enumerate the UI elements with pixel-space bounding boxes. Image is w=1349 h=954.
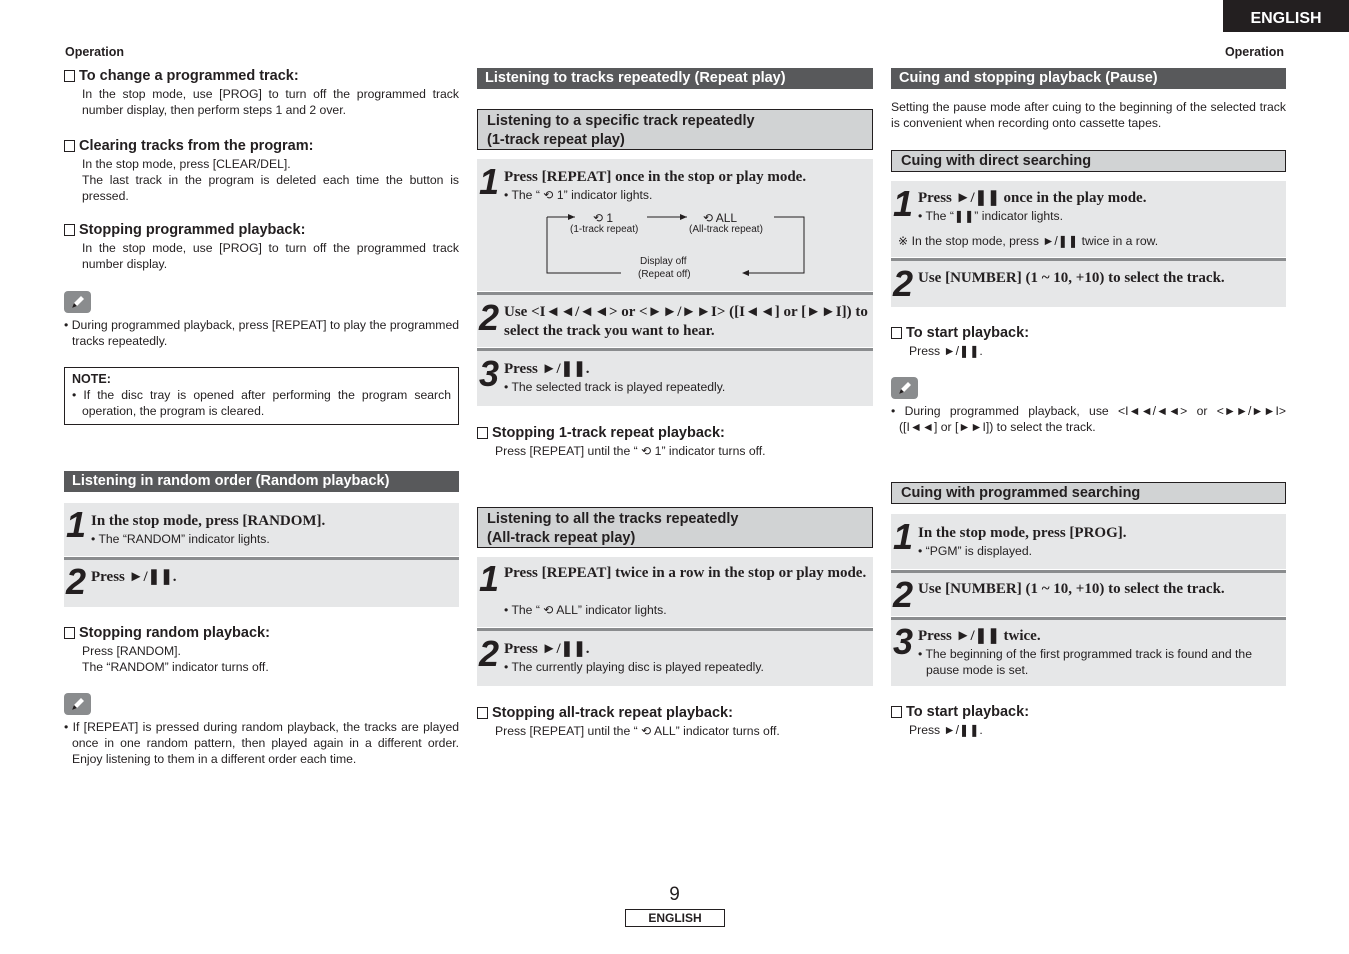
repeat-icon: ⟲ — [703, 211, 714, 225]
repeat-all-indicator: ⟲ ALL — [703, 211, 738, 225]
step-text: Press [REPEAT] once in the stop or play mode. — [504, 169, 807, 185]
step-subtext: • The “ ⟲ ALL” indicator lights. — [504, 603, 667, 617]
checkbox-bullet-icon — [64, 70, 75, 82]
step-subtext: • The selected track is played repeatedly. — [504, 380, 726, 394]
section-header-right: Operation — [1224, 45, 1284, 59]
paragraph: In the stop mode, use [PROG] to turn off the programmed track number display. — [82, 241, 459, 271]
subheading-box-alltrack — [477, 507, 873, 548]
subsection-title: Stopping random playback: — [79, 625, 270, 641]
subsection-title: To change a programmed track: — [79, 68, 299, 84]
paragraph: Press [RANDOM]. — [82, 644, 181, 658]
note-bullet: • If the disc tray is opened after performing the program search operation, the program is cleared. — [72, 388, 451, 418]
tip-text: During programmed playback, use <I◄◄/◄◄> or <►►/►►I> ([I◄◄] or [►►I]) to select the track. — [899, 404, 1287, 434]
step-number: 3 — [479, 353, 499, 394]
paragraph: Setting the pause mode after cuing to the beginning of the selected track is convenient when recording onto cassette tapes. — [891, 100, 1286, 130]
step-number: 2 — [479, 633, 499, 674]
section-bar-repeat: Listening to tracks repeatedly (Repeat play) — [477, 68, 873, 89]
pencil-icon — [64, 291, 91, 313]
step-number: 3 — [893, 621, 913, 662]
tip-bullet: • During programmed playback, use <I◄◄/◄◄> or <►►/►►I> ([I◄◄] or [►►I]) to select the track. — [891, 404, 1287, 434]
step-text: Use [NUMBER] (1 ~ 10, +10) to select the track. — [918, 270, 1225, 286]
step-number: 2 — [893, 263, 913, 304]
subsection-stop-programmed — [64, 222, 305, 238]
paragraph: The “RANDOM” indicator turns off. — [82, 660, 269, 674]
step-text: Use [NUMBER] (1 ~ 10, +10) to select the track. — [918, 581, 1225, 597]
section-bar-pause: Cuing and stopping playback (Pause) — [891, 68, 1286, 89]
subsection-stop-alltrack — [477, 705, 733, 721]
checkbox-bullet-icon — [891, 327, 902, 339]
subsection-start-playback-1 — [891, 325, 1029, 341]
step-number: 1 — [893, 516, 913, 557]
tip-text: During programmed playback, press [REPEAT] to play the programmed tracks repeatedly. — [71, 318, 459, 348]
repeat-icon: ⟲ — [593, 211, 604, 225]
step-text: Press ►/❚❚. — [504, 361, 590, 377]
pencil-icon — [891, 377, 918, 399]
subsection-title: Clearing tracks from the program: — [79, 138, 314, 154]
step-text: Press ►/❚❚. — [91, 569, 177, 585]
step-text: Press [REPEAT] twice in a row in the stop or play mode. — [504, 565, 867, 581]
paragraph: Press ►/❚❚. — [909, 723, 983, 737]
section-bar-random: Listening in random order (Random playback) — [64, 471, 459, 492]
note-label: NOTE: — [72, 372, 111, 386]
step-direct-2 — [891, 258, 1286, 307]
diagram-caption: Display off — [640, 256, 687, 267]
subsection-start-playback-2 — [891, 704, 1029, 720]
step-number: 1 — [893, 183, 913, 224]
paragraph: Press ►/❚❚. — [909, 344, 983, 358]
checkbox-bullet-icon — [891, 706, 902, 718]
step-text: In the stop mode, press [PROG]. — [918, 525, 1127, 541]
diagram-caption: (1-track repeat) — [570, 224, 639, 235]
step-all-2 — [477, 628, 873, 686]
paragraph: In the stop mode, press [CLEAR/DEL]. — [82, 157, 291, 171]
step-subtext: • The beginning of the first programmed track is found and the pause mode is set. — [918, 647, 1252, 677]
step-number: 1 — [479, 161, 499, 202]
note-text: If the disc tray is opened after performing the program search operation, the program is cleared. — [82, 388, 451, 418]
step-repeat-1 — [477, 159, 873, 291]
subsection-title: Stopping programmed playback: — [79, 222, 306, 238]
step-all-1 — [477, 557, 873, 627]
subsection-title: Stopping 1-track repeat playback: — [492, 425, 725, 441]
step-text: Press ►/❚❚ once in the play mode. — [918, 190, 1147, 206]
step-repeat-3 — [477, 348, 873, 406]
step-prog-3 — [891, 617, 1286, 686]
subsection-clearing — [64, 138, 313, 154]
step-prog-2 — [891, 570, 1286, 616]
repeat-1-indicator: ⟲ 1 — [593, 211, 614, 225]
checkbox-bullet-icon — [64, 140, 75, 152]
step-number: 1 — [479, 558, 499, 599]
subheading-line: (All-track repeat play) — [487, 530, 636, 546]
step-random-2 — [64, 557, 459, 607]
step-direct-1 — [891, 181, 1286, 257]
step-prog-1 — [891, 514, 1286, 569]
subheading-box-1track — [477, 109, 873, 150]
tip-bullet: • If [REPEAT] is pressed during random playback, the tracks are played once in one random pattern, then played again in a different order. Enjoy listening to them in a different order each time. — [64, 720, 459, 766]
step-text: In the stop mode, press [RANDOM]. — [91, 513, 326, 529]
subsection-stop-1track — [477, 425, 725, 441]
subheading-box-direct: Cuing with direct searching — [891, 150, 1286, 172]
subsection-stop-random — [64, 625, 270, 641]
subheading-line: Listening to all the tracks repeatedly — [487, 511, 739, 527]
step-number: 2 — [479, 297, 499, 338]
page-number: 9 — [669, 884, 680, 905]
step-subtext: • The “ ⟲ 1” indicator lights. — [504, 188, 653, 202]
step-subtext: • The currently playing disc is played repeatedly. — [504, 660, 764, 674]
paragraph: Press [REPEAT] until the “ ⟲ 1” indicator turns off. — [495, 444, 766, 458]
tip-bullet: • During programmed playback, press [REPEAT] to play the programmed tracks repeatedly. — [64, 318, 459, 348]
step-number: 2 — [893, 574, 913, 615]
diagram-caption: (Repeat off) — [638, 269, 691, 280]
subsection-change-track — [64, 68, 299, 84]
checkbox-bullet-icon — [64, 627, 75, 639]
section-header-left: Operation — [65, 45, 125, 59]
diagram-caption: (All-track repeat) — [689, 224, 763, 235]
step-text: Use <I◄◄/◄◄> or <►►/►►I> ([I◄◄] or [►►I]) to select the track you want to hear. — [504, 304, 868, 339]
subheading-line: (1-track repeat play) — [487, 132, 625, 148]
step-repeat-2 — [477, 292, 873, 347]
subsection-title: Stopping all-track repeat playback: — [492, 705, 733, 721]
paragraph: The last track in the program is deleted each time the button is pressed. — [82, 173, 459, 203]
paragraph: In the stop mode, use [PROG] to turn off the programmed track number display, then perform steps 1 and 2 over. — [82, 87, 459, 117]
tip-text: If [REPEAT] is pressed during random playback, the tracks are played once in one random pattern, then played again in a different order. Enjoy listening to them in a different order each time. — [72, 720, 459, 766]
subsection-title: To start playback: — [906, 704, 1030, 720]
step-text: Press ►/❚❚. — [504, 641, 590, 657]
step-subtext: • The “❚❚” indicator lights. — [918, 209, 1064, 223]
checkbox-bullet-icon — [64, 224, 75, 236]
step-random-1 — [64, 503, 459, 556]
subsection-title: To start playback: — [906, 325, 1030, 341]
subheading-line: Listening to a specific track repeatedly — [487, 113, 755, 129]
language-tab: ENGLISH — [1223, 0, 1349, 32]
subheading-box-programmed: Cuing with programmed searching — [891, 482, 1286, 504]
step-text: Press ►/❚❚ twice. — [918, 628, 1041, 644]
step-note: ※ In the stop mode, press ►/❚❚ twice in a row. — [898, 234, 1159, 248]
footer-language-label: ENGLISH — [625, 909, 725, 927]
step-number: 2 — [66, 561, 86, 602]
checkbox-bullet-icon — [477, 427, 488, 439]
paragraph: Press [REPEAT] until the “ ⟲ ALL” indicator turns off. — [495, 724, 780, 738]
pencil-icon — [64, 693, 91, 715]
step-number: 1 — [66, 504, 86, 545]
note-box — [64, 367, 459, 425]
checkbox-bullet-icon — [477, 707, 488, 719]
step-subtext: • The “RANDOM” indicator lights. — [91, 532, 270, 546]
step-subtext: • “PGM” is displayed. — [918, 544, 1032, 558]
